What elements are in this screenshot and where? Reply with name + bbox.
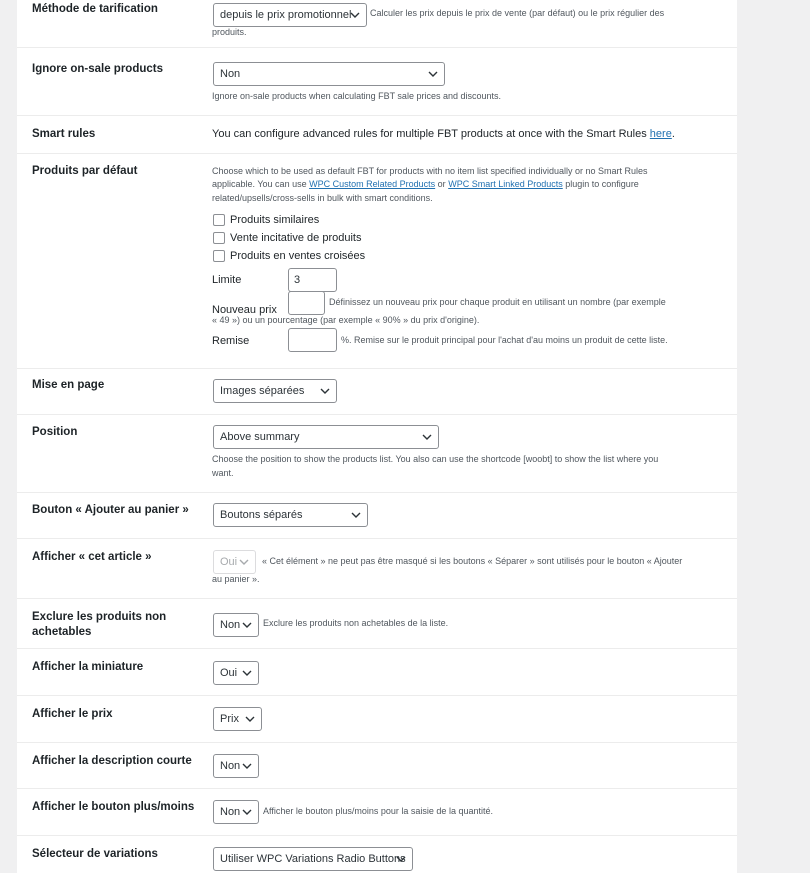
thumbnail-select[interactable] xyxy=(213,661,259,685)
row-pricing-method xyxy=(17,0,737,48)
new-price-label: Nouveau prix xyxy=(212,304,277,316)
ignore-onsale-value: Non xyxy=(220,68,241,80)
chevron-down-icon xyxy=(396,856,406,862)
smart-rules-link[interactable]: here xyxy=(649,128,672,140)
row-short-description xyxy=(17,743,737,789)
chevron-down-icon xyxy=(351,512,361,518)
this-item-desc-1: « Cet élément » ne peut pas être masqué si les boutons « Séparer » sont utilisés pour le bouton « Ajouter xyxy=(262,556,683,566)
exclude-select[interactable] xyxy=(213,613,259,637)
default-products-desc-3: related/upsells/cross-sells in bulk with smart conditions. xyxy=(212,193,433,203)
price-value: Prix xyxy=(220,713,239,725)
layout-value: Images séparées xyxy=(220,385,305,397)
pricing-method-label: Méthode de tarification xyxy=(32,3,158,15)
plus-minus-value: Non xyxy=(220,806,241,818)
row-smart-rules xyxy=(17,116,737,154)
smart-rules-text: You can configure advanced rules for multiple FBT products at once with the Smart Rules here. xyxy=(212,128,675,140)
row-layout xyxy=(17,369,737,415)
new-price-input[interactable] xyxy=(288,291,325,315)
position-select[interactable] xyxy=(213,425,439,449)
add-to-cart-select[interactable] xyxy=(213,503,368,527)
related-products-label: Produits similaires xyxy=(230,214,320,226)
default-products-desc-1: Choose which to be used as default FBT for products with no item list specified individually or no Smart Rules xyxy=(212,166,648,176)
wpc-smart-linked-link[interactable]: WPC Smart Linked Products xyxy=(448,179,563,189)
upsells-checkbox[interactable] xyxy=(213,232,225,244)
position-value: Above summary xyxy=(220,431,300,443)
new-price-desc-1: Définissez un nouveau prix pour chaque produit en utilisant un nombre (par exemple xyxy=(329,297,666,307)
default-products-label: Produits par défaut xyxy=(32,165,138,177)
position-label: Position xyxy=(32,426,78,438)
this-item-select[interactable] xyxy=(213,550,256,574)
settings-panel xyxy=(17,0,737,873)
row-variations-selector xyxy=(17,836,737,873)
price-select[interactable] xyxy=(213,707,262,731)
chevron-down-icon xyxy=(422,434,432,440)
chevron-down-icon xyxy=(350,12,360,18)
crosssells-label: Produits en ventes croisées xyxy=(230,250,366,262)
ignore-onsale-label: Ignore on-sale products xyxy=(32,63,163,75)
exclude-label: Exclure les produits non achetables xyxy=(32,611,167,638)
thumbnail-value: Oui xyxy=(220,667,238,679)
price-label: Afficher le prix xyxy=(32,708,113,720)
chevron-down-icon xyxy=(242,809,252,815)
row-thumbnail xyxy=(17,649,737,696)
new-price-desc-2: « 49 ») ou un pourcentage (par exemple « 90% » du prix d'origine). xyxy=(212,315,480,325)
chevron-down-icon xyxy=(239,559,249,565)
variations-value: Utiliser WPC Variations Radio Buttons xyxy=(220,853,406,865)
add-to-cart-value: Boutons séparés xyxy=(220,509,303,521)
variations-select[interactable] xyxy=(213,847,413,871)
position-desc-1: Choose the position to show the products list. You also can use the shortcode [woobt] to show the list where you xyxy=(212,454,659,464)
wpc-custom-related-link[interactable]: WPC Custom Related Products xyxy=(309,179,436,189)
limit-input[interactable]: 3 xyxy=(288,268,337,292)
chevron-down-icon xyxy=(242,763,252,769)
row-default-products xyxy=(17,154,737,369)
chevron-down-icon xyxy=(242,670,252,676)
this-item-desc-2: au panier ». xyxy=(212,574,260,584)
this-item-value: Oui xyxy=(220,556,238,568)
row-add-to-cart xyxy=(17,493,737,539)
add-to-cart-label: Bouton « Ajouter au panier » xyxy=(32,504,189,516)
default-products-desc-2: applicable. You can use WPC Custom Related Products or WPC Smart Linked Products plugin to configure xyxy=(212,179,639,189)
row-position xyxy=(17,415,737,493)
row-plus-minus xyxy=(17,789,737,836)
limit-label: Limite xyxy=(212,274,242,286)
this-item-label: Afficher « cet article » xyxy=(32,551,152,563)
plus-minus-desc: Afficher le bouton plus/moins pour la saisie de la quantité. xyxy=(263,806,493,816)
layout-label: Mise en page xyxy=(32,379,105,391)
row-price xyxy=(17,696,737,743)
plus-minus-select[interactable] xyxy=(213,800,259,824)
smart-rules-label: Smart rules xyxy=(32,128,96,140)
chevron-down-icon xyxy=(428,71,438,77)
short-desc-select[interactable] xyxy=(213,754,259,778)
exclude-desc: Exclure les produits non achetables de la liste. xyxy=(263,618,449,628)
plus-minus-label: Afficher le bouton plus/moins xyxy=(32,801,195,813)
variations-label: Sélecteur de variations xyxy=(32,848,158,860)
layout-select[interactable] xyxy=(213,379,337,403)
row-exclude-unpurchasable xyxy=(17,599,737,649)
row-this-item xyxy=(17,539,737,599)
discount-label: Remise xyxy=(212,335,250,347)
pricing-method-desc: Calculer les prix depuis le prix de vente (par défaut) ou le prix régulier des xyxy=(370,8,665,18)
chevron-down-icon xyxy=(320,388,330,394)
ignore-onsale-select[interactable] xyxy=(213,62,445,86)
pricing-method-desc-2: produits. xyxy=(212,27,247,37)
thumbnail-label: Afficher la miniature xyxy=(32,661,144,673)
crosssells-checkbox[interactable] xyxy=(213,250,225,262)
discount-desc: %. Remise sur le produit principal pour l'achat d'au moins un produit de cette liste. xyxy=(341,335,668,345)
chevron-down-icon xyxy=(242,622,252,628)
pricing-method-value: depuis le prix promotionnel xyxy=(220,9,352,21)
related-products-checkbox[interactable] xyxy=(213,214,225,226)
chevron-down-icon xyxy=(245,716,255,722)
row-ignore-onsale xyxy=(17,48,737,116)
short-desc-value: Non xyxy=(220,760,241,772)
discount-input[interactable] xyxy=(288,328,337,352)
upsells-label: Vente incitative de produits xyxy=(230,232,362,244)
ignore-onsale-desc: Ignore on-sale products when calculating FBT sale prices and discounts. xyxy=(212,91,501,101)
exclude-value: Non xyxy=(220,619,241,631)
short-desc-label: Afficher la description courte xyxy=(32,755,192,767)
pricing-method-select[interactable] xyxy=(213,3,367,27)
position-desc-2: want. xyxy=(212,468,234,478)
